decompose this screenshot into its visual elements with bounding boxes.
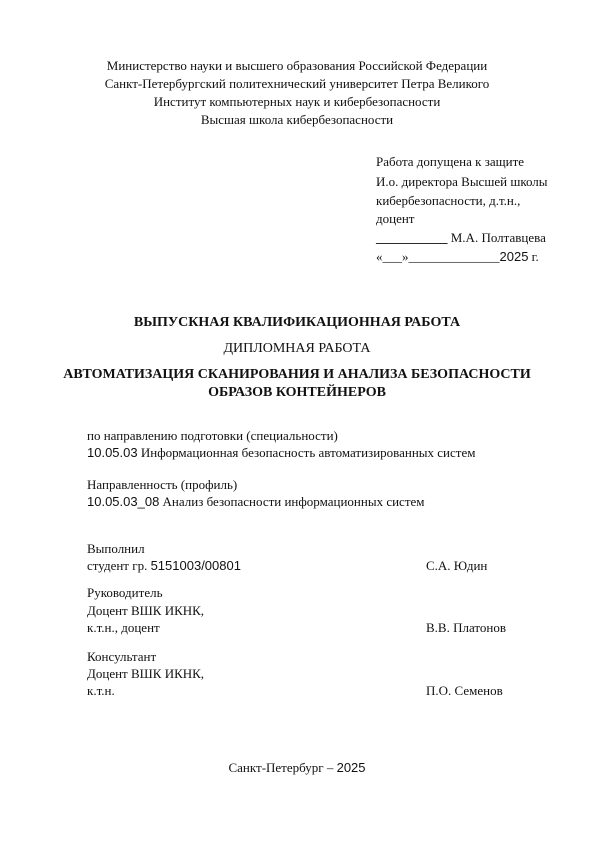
consultant-name: П.О. Семенов — [426, 683, 503, 698]
work-subtype: ДИПЛОМНАЯ РАБОТА — [223, 341, 371, 356]
signature-blank: ___________ — [376, 230, 448, 245]
profile-value — [87, 494, 425, 510]
date-month-blank: ______________ — [408, 249, 500, 264]
ministry-line: Министерство науки и высшего образования Российской Федерации — [106, 58, 488, 73]
supervisor-line-2: к.т.н., доцент — [87, 620, 160, 635]
institute-line: Институт компьютерных наук и кибербезопасности — [153, 94, 441, 109]
direction-name: Информационная безопасность автоматизированных систем — [137, 445, 476, 460]
supervisor-line-1: Доцент ВШК ИКНК, — [87, 603, 205, 618]
student-name: С.А. Юдин — [426, 558, 488, 573]
approval-line-4: доцент — [376, 211, 415, 226]
work-type-title: ВЫПУСКНАЯ КВАЛИФИКАЦИОННАЯ РАБОТА — [133, 315, 461, 330]
direction-code: 10.05.03 — [87, 445, 138, 460]
approval-signature — [376, 230, 546, 246]
approval-line-1: Работа допущена к защите — [376, 154, 525, 169]
school-line: Высшая школа кибербезопасности — [200, 112, 394, 127]
approval-date — [376, 249, 539, 265]
university-line: Санкт-Петербургский политехнический университет Петра Великого — [104, 76, 490, 91]
student-group-line — [87, 558, 241, 574]
approval-line-3: кибербезопасности, д.т.н., — [376, 193, 521, 208]
consultant-label: Консультант — [87, 649, 157, 664]
supervisor-label: Руководитель — [87, 585, 163, 600]
signature-name: М.А. Полтавцева — [447, 230, 546, 245]
topic-line-1: АВТОМАТИЗАЦИЯ СКАНИРОВАНИЯ И АНАЛИЗА БЕЗОПАСНОСТИ — [63, 367, 531, 382]
student-prefix: студент гр. — [87, 558, 151, 573]
profile-label: Направленность (профиль) — [87, 477, 238, 492]
direction-value — [87, 445, 475, 461]
footer-city: Санкт-Петербург – — [228, 760, 337, 775]
date-day-blank: «___» — [376, 249, 409, 264]
supervisor-name: В.В. Платонов — [426, 620, 507, 635]
footer-year: 2025 — [336, 760, 366, 775]
profile-code: 10.05.03_08 — [87, 494, 160, 509]
date-year: 2025 — [499, 249, 529, 264]
student-group: 5151003/00801 — [150, 558, 241, 573]
profile-name: Анализ безопасности информационных систем — [159, 494, 425, 509]
consultant-line-2: к.т.н. — [87, 683, 115, 698]
topic-line-2: ОБРАЗОВ КОНТЕЙНЕРОВ — [208, 385, 386, 400]
consultant-line-1: Доцент ВШК ИКНК, — [87, 666, 205, 681]
footer-city-year — [0, 760, 594, 776]
student-label: Выполнил — [87, 541, 145, 556]
direction-label: по направлению подготовки (специальности) — [87, 428, 338, 443]
date-suffix: г. — [528, 249, 539, 264]
approval-line-2: И.о. директора Высшей школы — [376, 174, 548, 189]
